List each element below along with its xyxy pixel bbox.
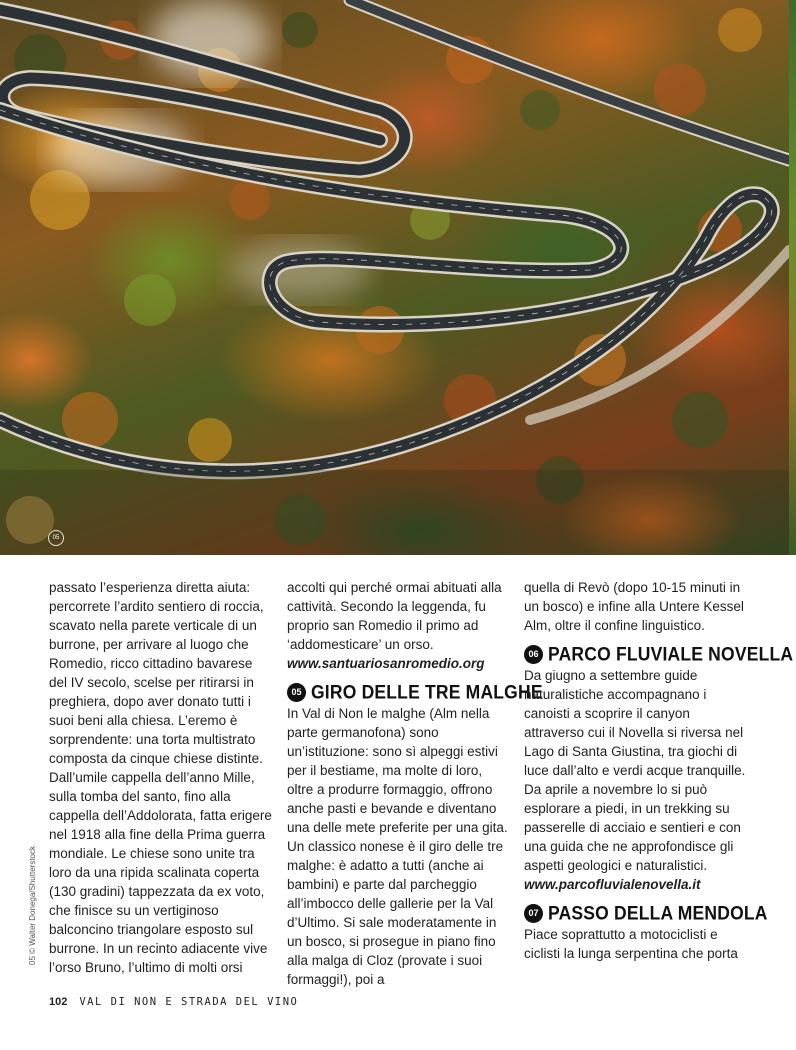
- section-number-badge: 06: [524, 645, 543, 664]
- text-column-1: [49, 578, 273, 977]
- text-column-3: [524, 578, 794, 963]
- page-footer: [49, 996, 298, 1008]
- page-number: 102: [49, 996, 68, 1008]
- section-title: GIRO DELLE TRE MALGHE: [311, 680, 543, 704]
- photo-number-badge: 05: [48, 530, 64, 546]
- column-1-body: passato l’esperienza diretta aiuta: percorrete l’ardito sentiero di roccia, scavato nella parete verticale di un burrone, per arrivare al luogo che Romedio, ricco cittadino bavarese del IV secolo, scelse per ritirarsi in preghiera, dopo aver donato tutti i suoi beni alla chiesa. L’eremo è sorprendente: una torta multistrato composta da cinque chiese distinte. Dall’umile cappella dell’anno Mille, sulla tomba del santo, fino alla cappella dell’Addolorata, fatta erigere nel 1918 alla fine della Prima guerra mondiale. Le chiese sono unite tra loro da una ripida scalinata coperta (130 gradini) tappezzata da ex voto, che finisce su un vertiginoso balconcino triangolare esposto sul burrone. In un recinto adiacente vive l’orso Bruno, l’ultimo di molti orsi: [49, 580, 272, 975]
- photo-credit: 05 © Walter Donega/Shutterstock: [28, 846, 37, 965]
- section-heading-07: [524, 901, 768, 925]
- santuario-link[interactable]: www.santuariosanromedio.org: [287, 656, 485, 671]
- column-3-intro: quella di Revò (dopo 10-15 minuti in un bosco) e infine alla Untere Kessel Alm, oltre il confine linguistico.: [524, 580, 744, 633]
- section-title: PASSO DELLA MENDOLA: [548, 901, 768, 925]
- column-3-body-2: Piace soprattutto a motociclisti e ciclisti la lunga serpentina che porta: [524, 927, 738, 961]
- column-2-intro: accolti qui perché ormai abituati alla cattività. Secondo la leggenda, fu proprio san Romedio il primo ad ‘addomesticare’ un orso.: [287, 580, 502, 652]
- adjacent-page-edge: [789, 0, 796, 555]
- section-number-badge: 07: [524, 904, 543, 923]
- parco-link[interactable]: www.parcofluvialenovella.it: [524, 877, 701, 892]
- section-heading-05: [287, 680, 543, 704]
- column-2-body: In Val di Non le malghe (Alm nella parte germanofona) sono un’istituzione: sono sì alpeggi estivi per il bestiame, ma molte di loro, oltre a produrre formaggio, offrono anche pasti e bevande e diventano una delle mete preferite per una gita. Un classico nonese è il giro delle tre malghe: è adatto a tutti (anche ai bambini) e parte dal parcheggio all’imbocco delle gallerie per la Val d’Ultimo. Si sale moderatamente in un bosco, si prosegue in piano fino alla malga di Cloz (provate i suoi formaggi!), poi a: [287, 706, 508, 987]
- section-heading-06: [524, 642, 794, 666]
- section-number-badge: 05: [287, 683, 306, 702]
- section-name: VAL DI NON E STRADA DEL VINO: [79, 996, 299, 1008]
- column-3-body-1: Da giugno a settembre guide naturalistiche accompagnano i canoisti a scoprire il canyon attraverso cui il Novella si riversa nel Lago di Santa Giustina, tra giochi di luce dall’alto e verdi acque tranquille. Da aprile a novembre lo si può esplorare a piedi, in un trekking su passerelle di acciaio e sentieri e con una guida che ne approfondisce gli aspetti geologici e naturalistici.: [524, 668, 746, 873]
- section-title: PARCO FLUVIALE NOVELLA: [548, 642, 794, 666]
